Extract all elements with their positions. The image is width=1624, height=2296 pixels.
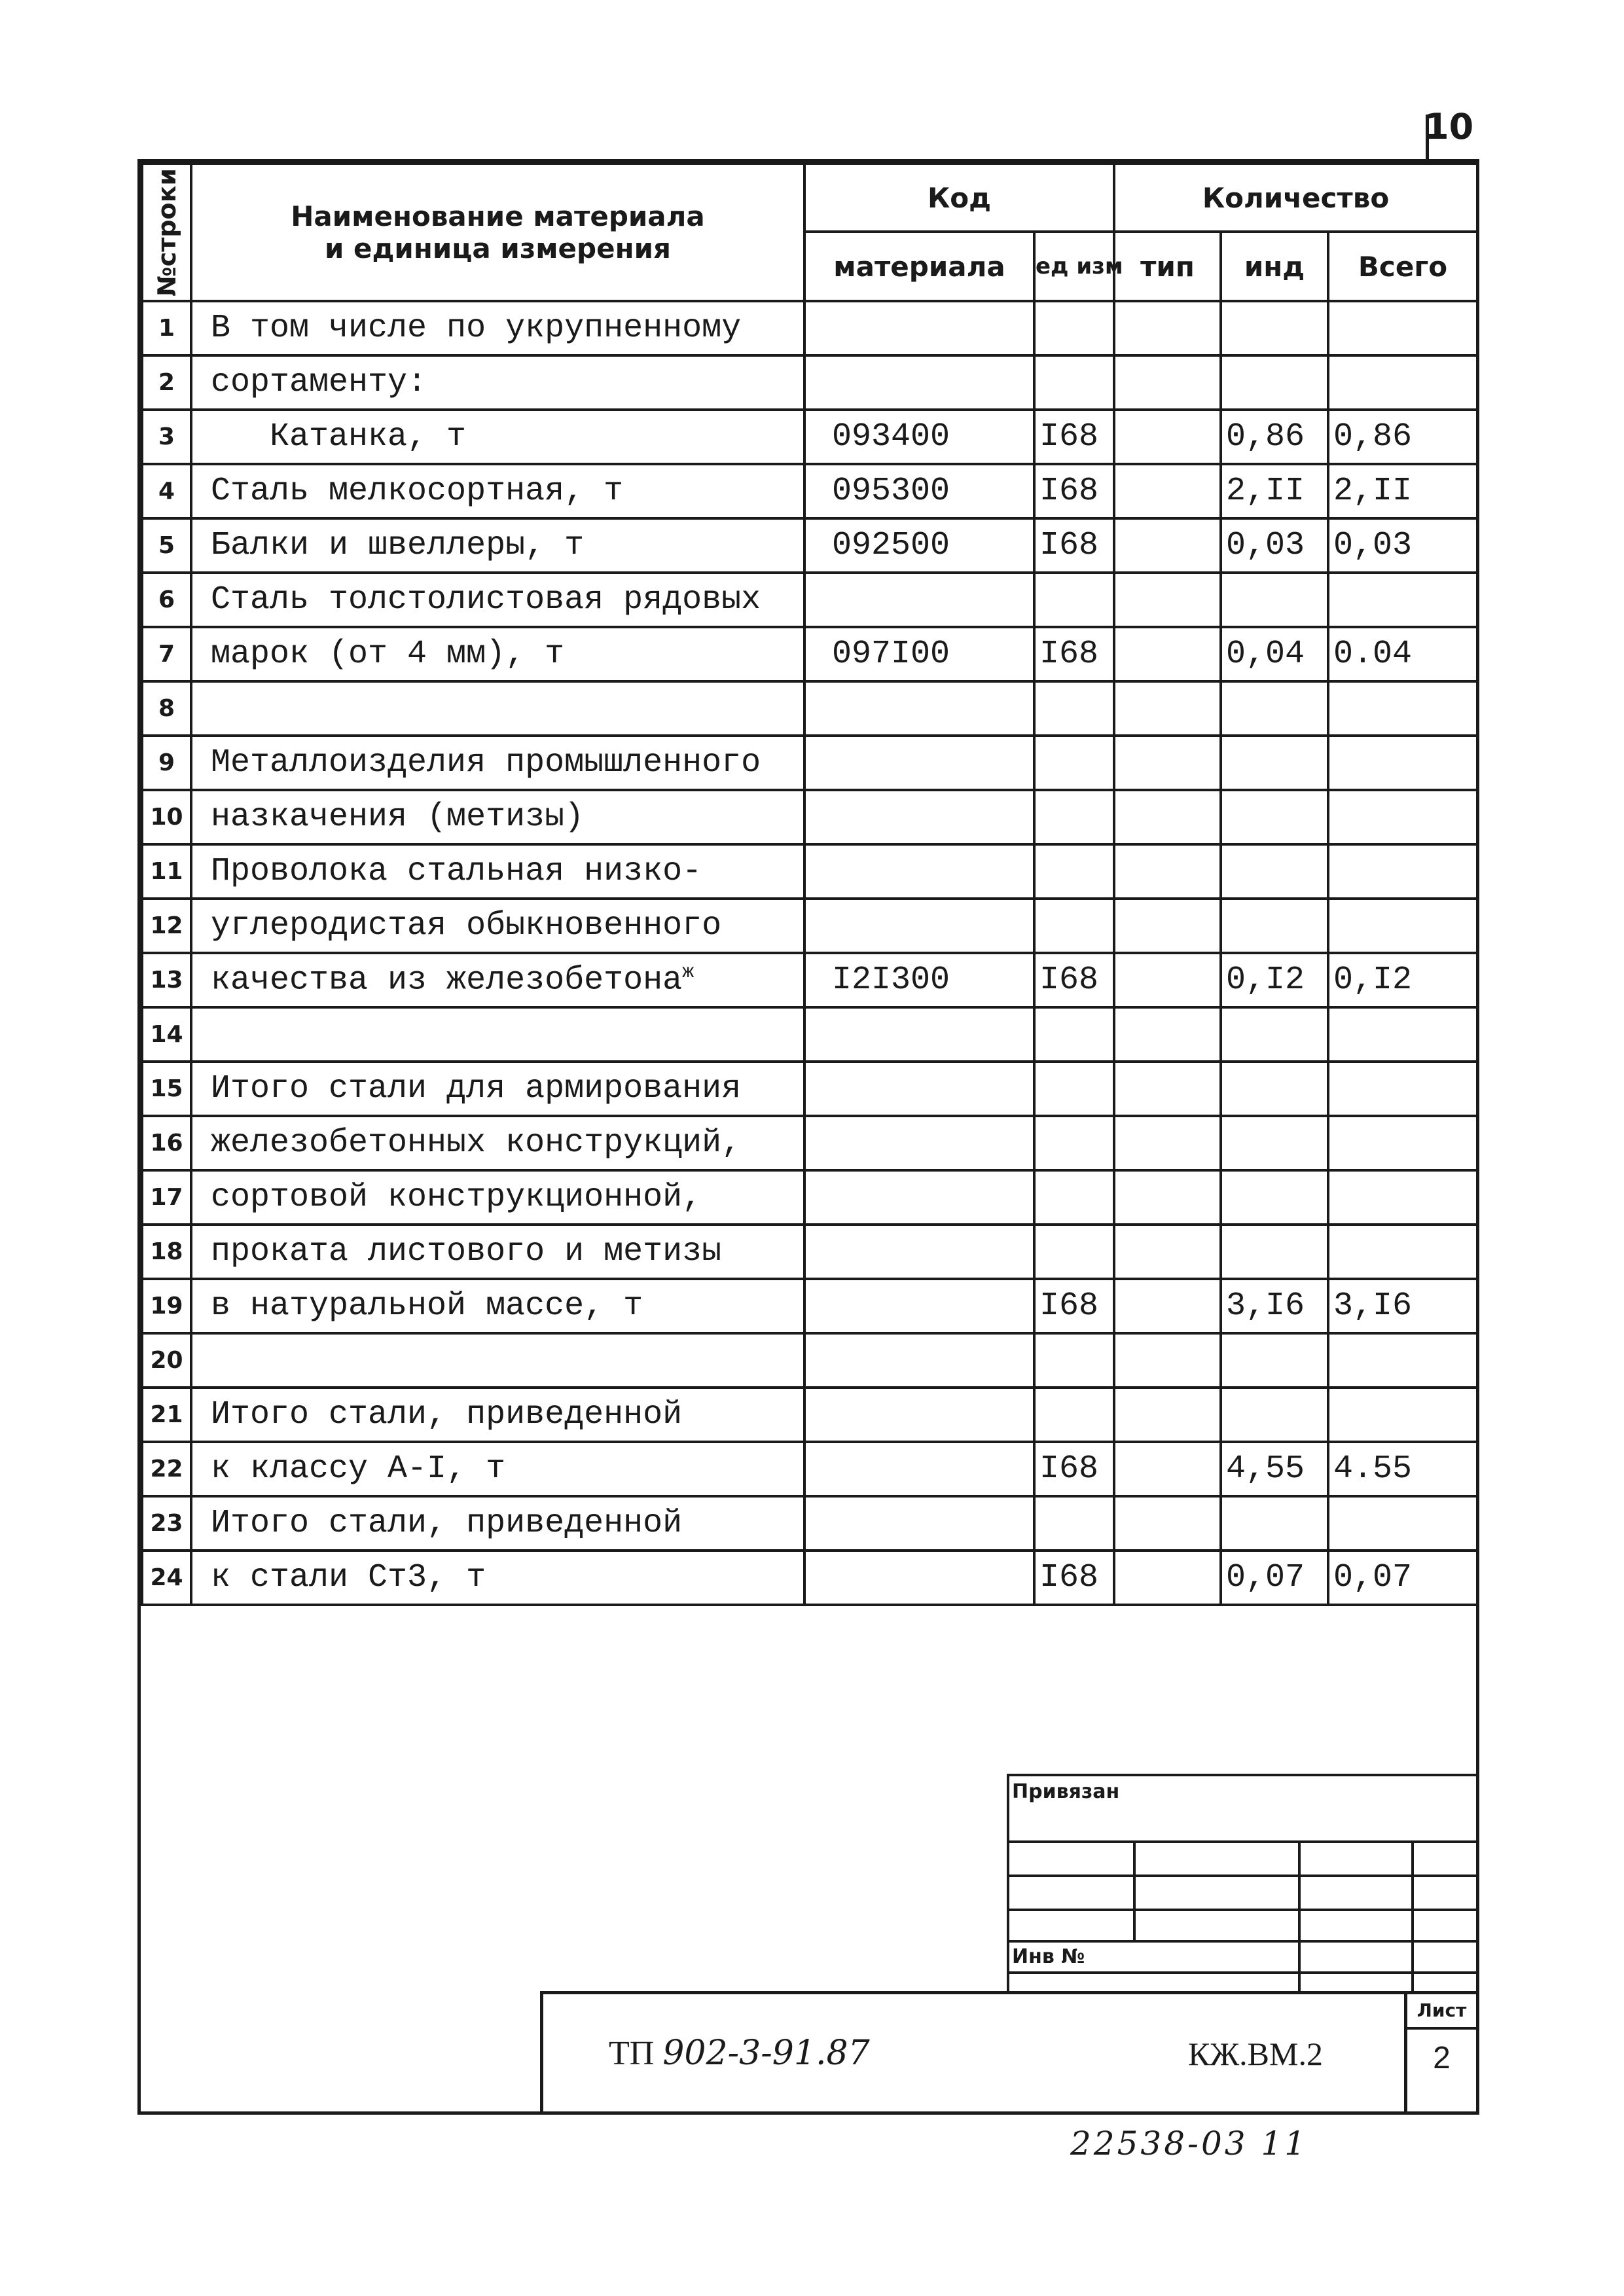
material-code bbox=[804, 790, 1034, 844]
material-name: Балки и швеллеры, т bbox=[191, 518, 804, 573]
material-code bbox=[804, 1333, 1034, 1388]
row-number: 23 bbox=[142, 1496, 191, 1551]
table-row bbox=[142, 1007, 1477, 1062]
row-number: 20 bbox=[142, 1333, 191, 1388]
project-code bbox=[609, 2034, 870, 2073]
material-name: углеродистая обыкновенного bbox=[191, 899, 804, 953]
row-number: 14 bbox=[142, 1007, 191, 1062]
quantity-type bbox=[1114, 1116, 1221, 1170]
material-name bbox=[191, 681, 804, 736]
material-name bbox=[191, 1007, 804, 1062]
stamp-divider bbox=[1009, 1909, 1476, 1911]
material-name: в натуральной массе, т bbox=[191, 1279, 804, 1333]
quantity-ind bbox=[1221, 899, 1328, 953]
quantity-ind bbox=[1221, 1170, 1328, 1225]
table-row bbox=[142, 410, 1477, 464]
material-code bbox=[804, 844, 1034, 899]
tied-label: Привязан bbox=[1012, 1780, 1120, 1803]
unit-code bbox=[1034, 1116, 1114, 1170]
unit-code bbox=[1034, 1388, 1114, 1442]
quantity-total bbox=[1328, 1333, 1477, 1388]
sheet-label: Лист bbox=[1407, 1994, 1476, 2030]
quantity-type bbox=[1114, 518, 1221, 573]
unit-code: I68 bbox=[1034, 1551, 1114, 1605]
quantity-total bbox=[1328, 790, 1477, 844]
row-number: 4 bbox=[142, 464, 191, 518]
row-number-header-label: №строки bbox=[152, 168, 181, 296]
material-name: Катанка, т bbox=[191, 410, 804, 464]
materials-table bbox=[141, 162, 1479, 1606]
row-number: 12 bbox=[142, 899, 191, 953]
quantity-ind bbox=[1221, 1333, 1328, 1388]
table-row bbox=[142, 518, 1477, 573]
material-name: Сталь мелкосортная, т bbox=[191, 464, 804, 518]
quantity-total bbox=[1328, 1496, 1477, 1551]
material-code bbox=[804, 301, 1034, 355]
quantity-type bbox=[1114, 790, 1221, 844]
quantity-type bbox=[1114, 1007, 1221, 1062]
unit-code: I68 bbox=[1034, 518, 1114, 573]
table-row bbox=[142, 1062, 1477, 1116]
row-number: 10 bbox=[142, 790, 191, 844]
material-name: Проволока стальная низко- bbox=[191, 844, 804, 899]
unit-code bbox=[1034, 1062, 1114, 1116]
quantity-total bbox=[1328, 1116, 1477, 1170]
material-name: Сталь толстолистовая рядовых bbox=[191, 573, 804, 627]
unit-code bbox=[1034, 1007, 1114, 1062]
quantity-ind: 0,86 bbox=[1221, 410, 1328, 464]
unit-code bbox=[1034, 736, 1114, 790]
quantity-total: 0,03 bbox=[1328, 518, 1477, 573]
table-row bbox=[142, 1116, 1477, 1170]
project-code-prefix: ТП bbox=[609, 2035, 663, 2072]
quantity-total bbox=[1328, 736, 1477, 790]
row-number: 6 bbox=[142, 573, 191, 627]
row-number: 8 bbox=[142, 681, 191, 736]
quantity-group-header: Количество bbox=[1114, 164, 1477, 232]
unit-code: I68 bbox=[1034, 1442, 1114, 1496]
material-name: Металлоизделия промышленного bbox=[191, 736, 804, 790]
quantity-ind bbox=[1221, 355, 1328, 410]
table-row bbox=[142, 681, 1477, 736]
quantity-type bbox=[1114, 1279, 1221, 1333]
quantity-total: 0,86 bbox=[1328, 410, 1477, 464]
material-code bbox=[804, 1442, 1034, 1496]
quantity-type bbox=[1114, 464, 1221, 518]
unit-code bbox=[1034, 573, 1114, 627]
quantity-type bbox=[1114, 627, 1221, 681]
material-name: проката листового и метизы bbox=[191, 1225, 804, 1279]
stamp-divider bbox=[1009, 1971, 1476, 1974]
unit-code: I68 bbox=[1034, 410, 1114, 464]
unit-code bbox=[1034, 1496, 1114, 1551]
unit-code bbox=[1034, 790, 1114, 844]
row-number: 17 bbox=[142, 1170, 191, 1225]
type-header: тип bbox=[1114, 232, 1221, 301]
material-code bbox=[804, 1170, 1034, 1225]
quantity-total: 3,I6 bbox=[1328, 1279, 1477, 1333]
quantity-total bbox=[1328, 681, 1477, 736]
quantity-ind: 0,I2 bbox=[1221, 953, 1328, 1007]
unit-header: ед изм bbox=[1034, 232, 1114, 301]
quantity-ind: 0,03 bbox=[1221, 518, 1328, 573]
unit-code bbox=[1034, 1170, 1114, 1225]
material-name-header-line1: Наименование материала bbox=[291, 200, 705, 232]
table-row bbox=[142, 1170, 1477, 1225]
material-name bbox=[191, 1333, 804, 1388]
total-header: Всего bbox=[1328, 232, 1477, 301]
quantity-total bbox=[1328, 1007, 1477, 1062]
table-row bbox=[142, 464, 1477, 518]
material-name: к классу А-I, т bbox=[191, 1442, 804, 1496]
material-code: 095300 bbox=[804, 464, 1034, 518]
quantity-type bbox=[1114, 1170, 1221, 1225]
quantity-type bbox=[1114, 573, 1221, 627]
material-code bbox=[804, 736, 1034, 790]
quantity-ind bbox=[1221, 844, 1328, 899]
quantity-total bbox=[1328, 1225, 1477, 1279]
stamp-divider bbox=[1298, 1840, 1301, 1994]
quantity-type bbox=[1114, 1496, 1221, 1551]
material-code bbox=[804, 1225, 1034, 1279]
row-number: 22 bbox=[142, 1442, 191, 1496]
table-row bbox=[142, 1279, 1477, 1333]
table-row bbox=[142, 1496, 1477, 1551]
archive-number: 22538-03 11 bbox=[1070, 2125, 1308, 2162]
material-name: железобетонных конструкций, bbox=[191, 1116, 804, 1170]
material-code bbox=[804, 573, 1034, 627]
table-body bbox=[142, 301, 1477, 1605]
quantity-type bbox=[1114, 899, 1221, 953]
material-name: назкачения (метизы) bbox=[191, 790, 804, 844]
quantity-ind bbox=[1221, 301, 1328, 355]
unit-code bbox=[1034, 844, 1114, 899]
stamp-divider bbox=[1009, 1840, 1476, 1843]
quantity-total: 4.55 bbox=[1328, 1442, 1477, 1496]
stamp-divider bbox=[1411, 1840, 1414, 1994]
material-name: Итого стали, приведенной bbox=[191, 1496, 804, 1551]
material-name: В том числе по укрупненному bbox=[191, 301, 804, 355]
material-code bbox=[804, 1279, 1034, 1333]
row-number: 16 bbox=[142, 1116, 191, 1170]
quantity-ind: 2,II bbox=[1221, 464, 1328, 518]
material-code bbox=[804, 681, 1034, 736]
material-code bbox=[804, 1007, 1034, 1062]
unit-code bbox=[1034, 301, 1114, 355]
material-name: к стали Ст3, т bbox=[191, 1551, 804, 1605]
quantity-total bbox=[1328, 355, 1477, 410]
quantity-total bbox=[1328, 1388, 1477, 1442]
material-name-header bbox=[191, 164, 804, 301]
ind-header: инд bbox=[1221, 232, 1328, 301]
row-number: 9 bbox=[142, 736, 191, 790]
inventory-label: Инв № bbox=[1012, 1945, 1085, 1968]
table-row bbox=[142, 736, 1477, 790]
row-number: 11 bbox=[142, 844, 191, 899]
material-code bbox=[804, 1116, 1034, 1170]
row-number: 2 bbox=[142, 355, 191, 410]
quantity-type bbox=[1114, 844, 1221, 899]
quantity-ind bbox=[1221, 736, 1328, 790]
table-row bbox=[142, 790, 1477, 844]
quantity-total bbox=[1328, 899, 1477, 953]
table-row bbox=[142, 1333, 1477, 1388]
material-code-header: материала bbox=[804, 232, 1034, 301]
quantity-total bbox=[1328, 301, 1477, 355]
quantity-type bbox=[1114, 1551, 1221, 1605]
table-row bbox=[142, 355, 1477, 410]
project-code-number: 902-3-91.87 bbox=[662, 2034, 870, 2073]
unit-code bbox=[1034, 899, 1114, 953]
material-name: Итого стали для армирования bbox=[191, 1062, 804, 1116]
quantity-ind bbox=[1221, 1225, 1328, 1279]
quantity-type bbox=[1114, 681, 1221, 736]
unit-code: I68 bbox=[1034, 1279, 1114, 1333]
table-row bbox=[142, 1225, 1477, 1279]
stamp-divider bbox=[1009, 1874, 1476, 1877]
unit-code bbox=[1034, 1333, 1114, 1388]
material-name-header-line2: и единица измерения bbox=[324, 232, 672, 264]
quantity-total bbox=[1328, 1170, 1477, 1225]
stamp-divider bbox=[1133, 1840, 1136, 1943]
quantity-ind bbox=[1221, 681, 1328, 736]
table-row bbox=[142, 627, 1477, 681]
quantity-ind: 0,04 bbox=[1221, 627, 1328, 681]
quantity-total bbox=[1328, 844, 1477, 899]
material-code: 093400 bbox=[804, 410, 1034, 464]
binding-stamp bbox=[1007, 1774, 1476, 1991]
table-row bbox=[142, 844, 1477, 899]
quantity-total: 0,I2 bbox=[1328, 953, 1477, 1007]
material-name: Итого стали, приведенной bbox=[191, 1388, 804, 1442]
quantity-type bbox=[1114, 1388, 1221, 1442]
row-number: 3 bbox=[142, 410, 191, 464]
quantity-total: 0,07 bbox=[1328, 1551, 1477, 1605]
table-row bbox=[142, 301, 1477, 355]
footnote-mark: ж bbox=[682, 961, 695, 984]
quantity-type bbox=[1114, 1442, 1221, 1496]
row-number: 18 bbox=[142, 1225, 191, 1279]
quantity-type bbox=[1114, 301, 1221, 355]
quantity-type bbox=[1114, 410, 1221, 464]
quantity-type bbox=[1114, 953, 1221, 1007]
material-code bbox=[804, 1551, 1034, 1605]
table-row bbox=[142, 953, 1477, 1007]
row-number: 7 bbox=[142, 627, 191, 681]
quantity-ind bbox=[1221, 573, 1328, 627]
quantity-ind bbox=[1221, 1388, 1328, 1442]
quantity-total: 2,II bbox=[1328, 464, 1477, 518]
row-number: 1 bbox=[142, 301, 191, 355]
table-row bbox=[142, 573, 1477, 627]
quantity-ind: 0,07 bbox=[1221, 1551, 1328, 1605]
quantity-ind bbox=[1221, 1496, 1328, 1551]
stamp-divider bbox=[1009, 1940, 1476, 1943]
quantity-total bbox=[1328, 573, 1477, 627]
table-row bbox=[142, 899, 1477, 953]
quantity-ind bbox=[1221, 1062, 1328, 1116]
quantity-type bbox=[1114, 1225, 1221, 1279]
row-number: 15 bbox=[142, 1062, 191, 1116]
row-number: 21 bbox=[142, 1388, 191, 1442]
quantity-ind bbox=[1221, 1116, 1328, 1170]
code-group-header: Код bbox=[804, 164, 1114, 232]
row-number-header bbox=[142, 164, 191, 301]
quantity-ind: 3,I6 bbox=[1221, 1279, 1328, 1333]
material-code bbox=[804, 1496, 1034, 1551]
sheet-box bbox=[1404, 1994, 1476, 2115]
material-code bbox=[804, 1062, 1034, 1116]
quantity-ind bbox=[1221, 1007, 1328, 1062]
unit-code: I68 bbox=[1034, 464, 1114, 518]
quantity-type bbox=[1114, 355, 1221, 410]
document-mark: КЖ.ВМ.2 bbox=[1188, 2036, 1323, 2072]
row-number: 19 bbox=[142, 1279, 191, 1333]
material-name: сортовой конструкционной, bbox=[191, 1170, 804, 1225]
table-row bbox=[142, 1388, 1477, 1442]
quantity-ind: 4,55 bbox=[1221, 1442, 1328, 1496]
quantity-total: 0.04 bbox=[1328, 627, 1477, 681]
page-mark: 10 bbox=[1424, 106, 1474, 147]
quantity-type bbox=[1114, 736, 1221, 790]
row-number: 13 bbox=[142, 953, 191, 1007]
row-number: 5 bbox=[142, 518, 191, 573]
row-number: 24 bbox=[142, 1551, 191, 1605]
material-code: 092500 bbox=[804, 518, 1034, 573]
sheet-number: 2 bbox=[1433, 2041, 1451, 2075]
material-code: 097I00 bbox=[804, 627, 1034, 681]
material-name: качества из железобетона$^ж$ bbox=[191, 953, 804, 1007]
material-code bbox=[804, 355, 1034, 410]
unit-code bbox=[1034, 355, 1114, 410]
unit-code: I68 bbox=[1034, 953, 1114, 1007]
material-name: марок (от 4 мм), т bbox=[191, 627, 804, 681]
unit-code bbox=[1034, 1225, 1114, 1279]
table-row bbox=[142, 1551, 1477, 1605]
quantity-ind bbox=[1221, 790, 1328, 844]
table-row bbox=[142, 1442, 1477, 1496]
material-code: I2I300 bbox=[804, 953, 1034, 1007]
material-name: сортаменту: bbox=[191, 355, 804, 410]
material-code bbox=[804, 899, 1034, 953]
quantity-total bbox=[1328, 1062, 1477, 1116]
title-block bbox=[540, 1991, 1476, 2111]
unit-code bbox=[1034, 681, 1114, 736]
material-code bbox=[804, 1388, 1034, 1442]
quantity-type bbox=[1114, 1062, 1221, 1116]
quantity-type bbox=[1114, 1333, 1221, 1388]
unit-code: I68 bbox=[1034, 627, 1114, 681]
